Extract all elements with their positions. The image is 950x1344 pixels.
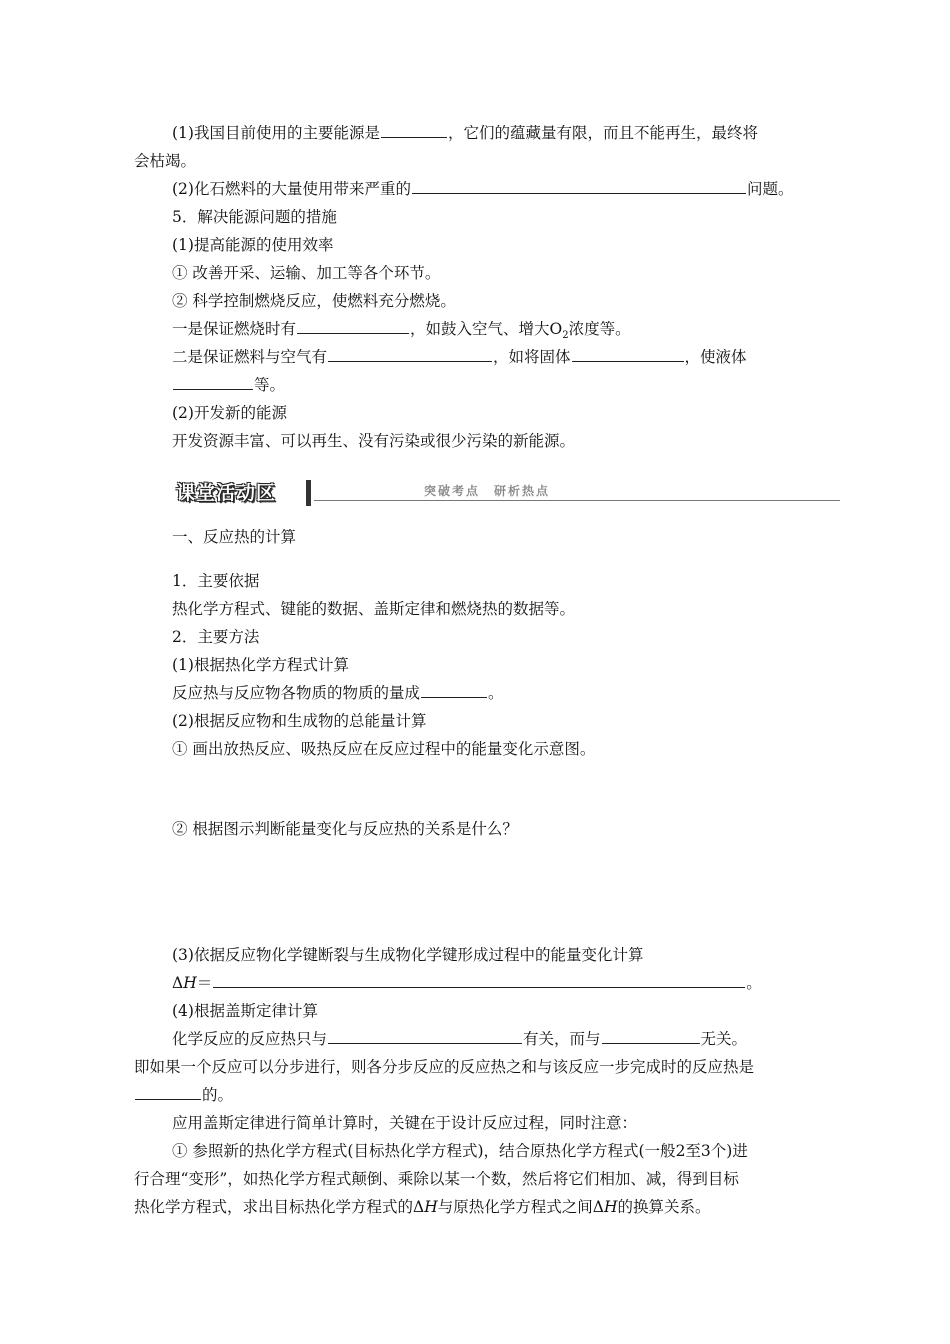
text-line: 即如果一个反应可以分步进行，则各分步反应的反应热之和与该反应一步完成时的反应热是 — [134, 1058, 755, 1076]
text-line: (1)根据热化学方程式计算 — [172, 656, 349, 674]
fill-blank — [602, 1028, 700, 1044]
fill-blank — [213, 972, 745, 988]
text-line: 反应热与反应物各物质的物质的量成 。 — [172, 684, 504, 702]
section-heading: 5．解决能源问题的措施 — [172, 208, 337, 226]
text-line: 二是保证燃料与空气有 ，如将固体 ，使液体 — [172, 348, 747, 366]
fill-blank — [135, 1084, 201, 1100]
fill-blank — [328, 346, 492, 362]
banner-divider — [314, 500, 840, 501]
text-line: ΔH＝ 。 — [172, 974, 762, 992]
text-line: (3)依据反应物化学键断裂与生成物化学键形成过程中的能量变化计算 — [172, 946, 644, 964]
fill-blank — [412, 178, 746, 194]
text-line: (2)根据反应物和生成物的总能量计算 — [172, 712, 427, 730]
text-line: 热化学方程式、键能的数据、盖斯定律和燃烧热的数据等。 — [172, 600, 576, 618]
text-line: (2)开发新的能源 — [172, 404, 287, 422]
text-line: 会枯竭。 — [134, 152, 197, 170]
fill-blank — [328, 1028, 522, 1044]
fill-blank — [572, 346, 684, 362]
text-line: 的。 — [134, 1084, 233, 1106]
fill-blank — [297, 318, 409, 334]
text-line: (1)提高能源的使用效率 — [172, 236, 334, 254]
banner-bar — [306, 480, 311, 506]
banner-title: 课堂活动区 — [176, 482, 277, 504]
fill-blank — [421, 682, 487, 698]
text-line: (4)根据盖斯定律计算 — [172, 1002, 318, 1020]
text-line: ② 根据图示判断能量变化与反应热的关系是什么？ — [172, 820, 518, 838]
text-line: 行合理“变形”，如热化学方程式颠倒、乘除以某一个数，然后将它们相加、减，得到目标 — [134, 1170, 739, 1188]
text-line: 等。 — [172, 374, 285, 396]
banner-subtitle: 突破考点 研析热点 — [424, 484, 551, 498]
text-line: ① 画出放热反应、吸热反应在反应过程中的能量变化示意图。 — [172, 740, 596, 758]
text-line: ② 科学控制燃烧反应，使燃料充分燃烧。 — [172, 292, 456, 310]
text-line: 化学反应的反应热只与 有关，而与 无关。 — [172, 1030, 748, 1048]
text-line: 开发资源丰富、可以再生、没有污染或很少污染的新能源。 — [172, 432, 576, 450]
text-line: 一是保证燃烧时有 ，如鼓入空气、增大$O_2$浓度等。 — [172, 320, 631, 342]
text-line: 1．主要依据 — [172, 572, 260, 590]
text-line: (1)我国目前使用的主要能源是 ，它们的蕴藏量有限，而且不能再生，最终将 — [172, 124, 758, 142]
text-line: 应用盖斯定律进行简单计算时，关键在于设计反应过程，同时注意： — [172, 1114, 638, 1132]
fill-blank — [173, 374, 253, 390]
section-heading: 一、反应热的计算 — [172, 528, 297, 546]
text-line: (2)化石燃料的大量使用带来严重的 问题。 — [172, 180, 794, 198]
fill-blank — [381, 122, 447, 138]
text-line: 热化学方程式，求出目标热化学方程式的ΔH与原热化学方程式之间ΔH的换算关系。 — [134, 1198, 711, 1216]
text-line: ① 参照新的热化学方程式(目标热化学方程式)，结合原热化学方程式(一般2至3个)进 — [172, 1142, 748, 1160]
section-banner — [172, 478, 840, 508]
text-line: ① 改善开采、运输、加工等各个环节。 — [172, 264, 441, 282]
text-line: 2．主要方法 — [172, 628, 260, 646]
